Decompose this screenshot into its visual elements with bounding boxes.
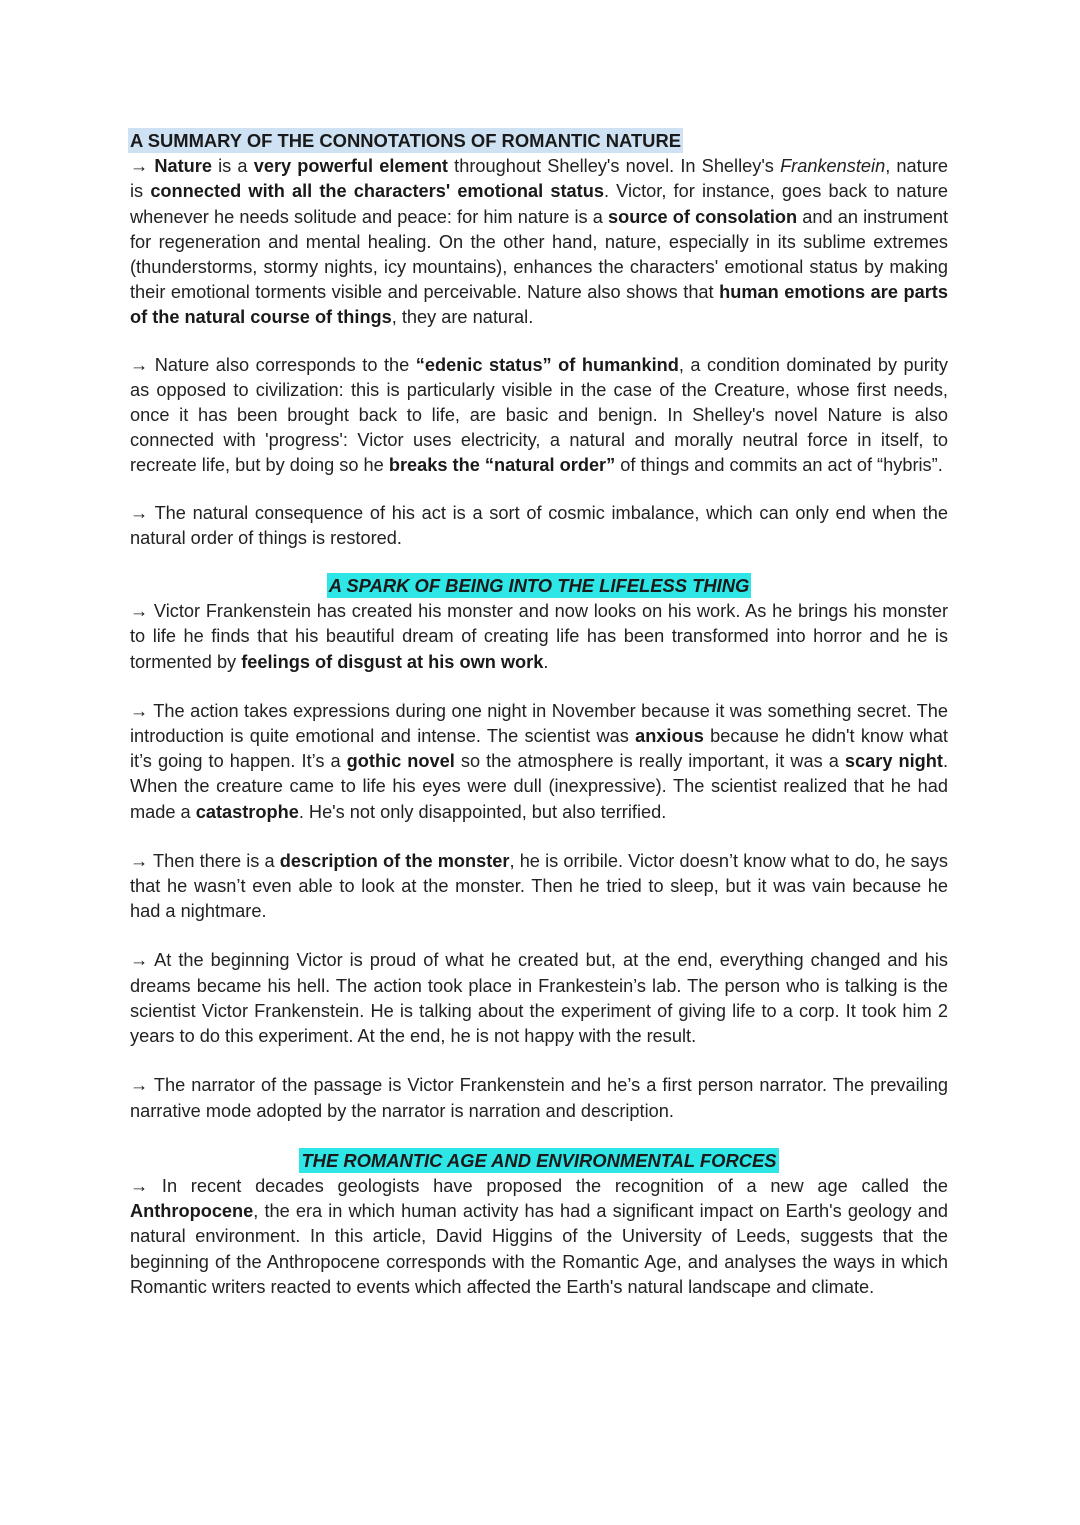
text-run: → Victor Frankenstein has created his monster and now looks on his work. As he brings his monster to life he finds that his beautiful dream of creating life has been transformed into horror and he is tormented by: [130, 601, 948, 672]
text-run: so the atmosphere is really important, it was a: [454, 751, 845, 772]
paragraph: [130, 1174, 948, 1300]
text-run: , the era in which human activity has had a significant impact on Earth's geology and natural environment. In this article, David Higgins of the University of Leeds, suggests that the beginning of the Anthropocene corresponds with the Romantic Age, and analyses the ways in which Romantic writers reacted to events which affected the Earth's natural landscape and climate.: [130, 1201, 948, 1297]
section-title: THE ROMANTIC AGE AND ENVIRONMENTAL FORCES: [301, 1149, 777, 1171]
bold-text: breaks the “natural order”: [388, 455, 616, 476]
paragraph: [130, 849, 948, 925]
bold-text: description of the monster: [279, 850, 510, 871]
bold-text: source of consolation: [608, 206, 798, 227]
text-run: , nature is: [130, 156, 948, 202]
paragraph: [130, 699, 948, 825]
text-run: of things and commits an act of “hybris”.: [615, 455, 943, 476]
text-run: → At the beginning Victor is proud of what he created but, at the end, everything changed and his dreams became his hell. The action took place in Frankestein’s lab. The person who is talking is the scientist Victor Frankenstein. He is talking about the experiment of giving life to a corp. It took him 2 years to do this experiment. At the end, he is not happy with the result.: [130, 950, 948, 1047]
paragraph: [130, 1073, 948, 1123]
bold-text: feelings of disgust at his own work: [241, 651, 544, 672]
text-run: and an instrument for regeneration and mental healing. On the other hand, nature, especially in its sublime extremes (thunderstorms, stormy nights, icy mountains), enhances the characters' emotional status by making their emotional torments visible and perceivable. Nature also shows that: [130, 206, 948, 303]
text-run: , he is orribile. Victor doesn’t know what to do, he says that he wasn’t even able to look at the monster. Then he tried to sleep, but it was vain because he had a nightmare.: [130, 850, 948, 922]
paragraph: [130, 501, 948, 551]
text-run: because he didn't know what it’s going to happen. It’s a: [130, 726, 948, 772]
section-heading-spark-of-being: [130, 573, 948, 599]
text-run: throughout Shelley's novel. In Shelley's: [447, 156, 781, 177]
text-run: . Victor, for instance, goes back to nature whenever he needs solitude and peace: for him nature is a: [130, 181, 949, 227]
text-run: → Then there is a: [130, 850, 280, 871]
paragraph: [130, 599, 948, 675]
text-run: →: [130, 156, 155, 177]
text-run: → In recent decades geologists have proposed the recognition of a new age called the: [130, 1175, 948, 1196]
section-heading-romantic-nature: [130, 128, 948, 154]
text-run: , they are natural.: [391, 307, 534, 328]
text-run: . He's not only disappointed, but also terrified.: [298, 801, 667, 822]
paragraph: [130, 154, 948, 330]
text-run: .: [543, 651, 549, 672]
bold-text: “edenic status” of humankind: [415, 354, 679, 375]
text-run: → The natural consequence of his act is a sort of cosmic imbalance, which can only end when the natural order of things is restored.: [130, 502, 948, 548]
italic-text: Frankenstein: [780, 156, 886, 177]
bold-text: Nature: [154, 156, 212, 177]
text-run: is a: [211, 156, 254, 177]
bold-text: scary night: [844, 751, 943, 772]
section-title: A SUMMARY OF THE CONNOTATIONS OF ROMANTIC NATURE: [130, 130, 682, 151]
bold-text: human emotions are parts of the natural course of things: [130, 282, 948, 328]
bold-text: very powerful element: [253, 156, 448, 177]
text-run: , a condition dominated by purity as opposed to civilization: this is particularly visible in the case of the Creature, whose first needs, once it has been brought back to life, are basic and benign. In Shelley's novel Nature is also connected with 'progress': Victor uses electricity, a natural and morally neutral force in itself, to recreate life, but by doing so he: [130, 354, 949, 476]
bold-text: catastrophe: [195, 801, 299, 822]
section-heading-environmental-forces: [130, 1148, 948, 1174]
text-run: . When the creature came to life his eyes were dull (inexpressive). The scientist realized that he had made a: [130, 751, 949, 822]
bold-text: connected with all the characters' emotional status: [150, 181, 604, 202]
bold-text: anxious: [635, 726, 704, 747]
paragraph: [130, 353, 948, 479]
text-run: → Nature also corresponds to the: [130, 354, 416, 375]
text-run: → The narrator of the passage is Victor Frankenstein and he’s a first person narrator. The prevailing narrative mode adopted by the narrator is narration and description.: [130, 1075, 948, 1121]
text-run: → The action takes expressions during one night in November because it was something secret. The introduction is quite emotional and intense. The scientist was: [130, 700, 948, 747]
section-title: A SPARK OF BEING INTO THE LIFELESS THING: [328, 575, 750, 597]
paragraph: [130, 948, 948, 1049]
page-content: [130, 128, 948, 1300]
bold-text: Anthropocene: [130, 1201, 254, 1222]
bold-text: gothic novel: [346, 751, 455, 772]
